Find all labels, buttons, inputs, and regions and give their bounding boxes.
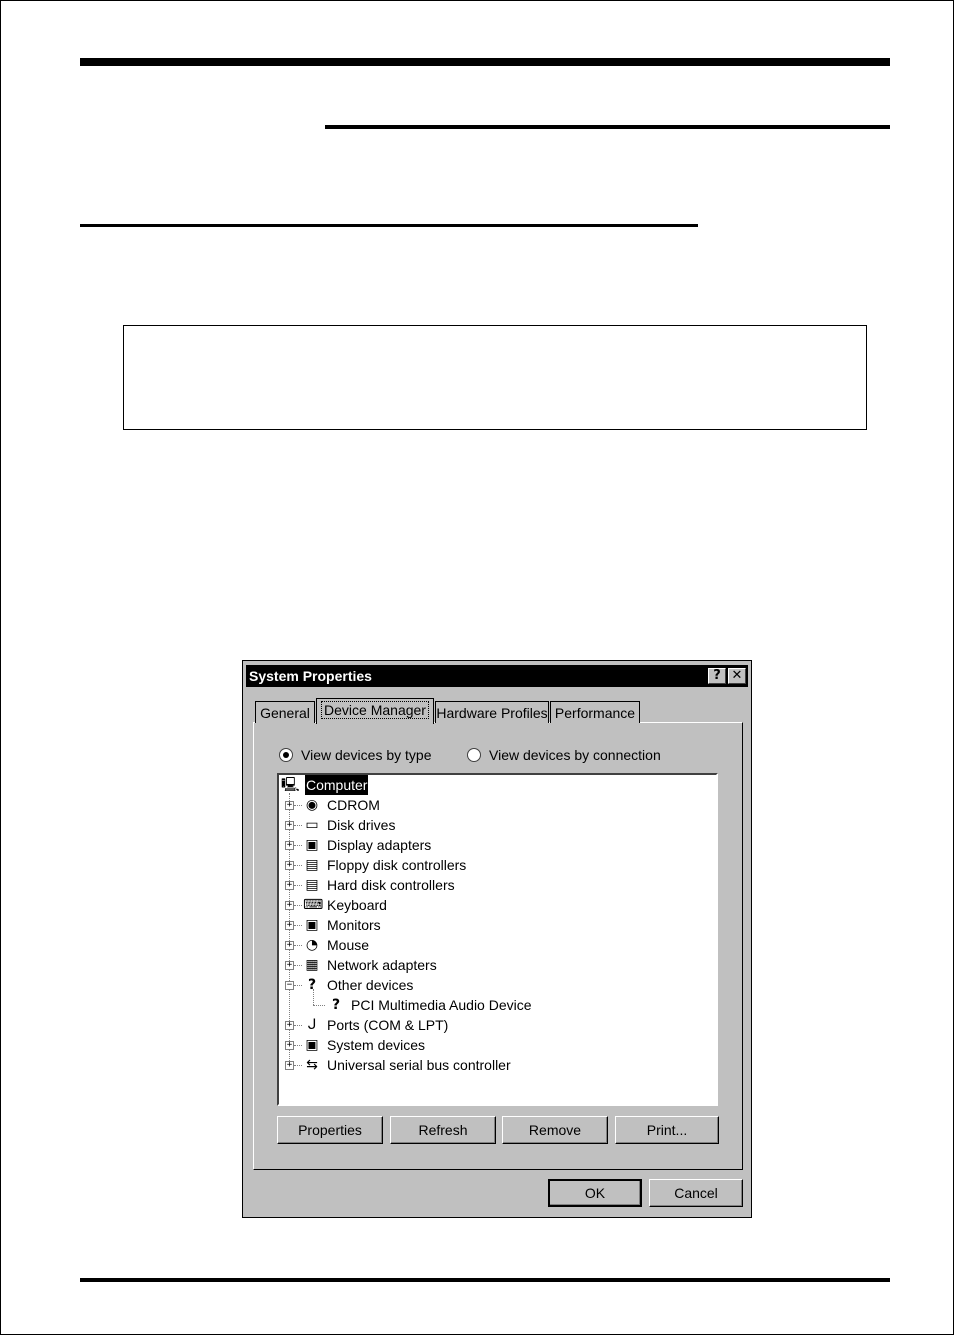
tree-item[interactable] [279, 1015, 709, 1035]
remove-button[interactable]: Remove [502, 1116, 608, 1144]
tree-item-label: Monitors [327, 917, 381, 933]
cdrom-icon: ◉ [305, 797, 319, 813]
tree-item[interactable] [279, 835, 709, 855]
tree-item-label: Keyboard [327, 897, 387, 913]
tree-item-label: Network adapters [327, 957, 437, 973]
expand-toggle-icon[interactable]: + [286, 800, 293, 810]
device-tree[interactable] [277, 773, 718, 1106]
expand-toggle-icon[interactable]: + [286, 1060, 293, 1070]
tree-item[interactable] [279, 975, 709, 995]
tree-branch-line [294, 845, 302, 846]
collapse-toggle-icon[interactable]: − [286, 980, 293, 990]
tree-branch-line [294, 925, 302, 926]
tree-item-label: Ports (COM & LPT) [327, 1017, 449, 1033]
system-properties-dialog [242, 660, 752, 1218]
tree-branch-line [294, 1025, 302, 1026]
tree-item-label: Mouse [327, 937, 370, 953]
tree-item[interactable] [279, 855, 709, 875]
expand-toggle-icon[interactable]: + [286, 1020, 293, 1030]
radio-label: View devices by type [301, 747, 432, 763]
tree-item[interactable] [279, 1035, 709, 1055]
refresh-button[interactable]: Refresh [390, 1116, 496, 1144]
tab-performance[interactable] [550, 701, 640, 723]
tree-branch-line [294, 945, 302, 946]
display-adapter-icon: ▣ [305, 837, 319, 853]
tree-branch-line [294, 825, 302, 826]
section-rule [80, 224, 698, 227]
radio-button-selected[interactable] [279, 748, 293, 762]
properties-button[interactable]: Properties [277, 1116, 383, 1144]
tab-hardware-profiles[interactable] [435, 701, 549, 723]
question-icon: ? [307, 977, 317, 993]
tree-item-label: Hard disk controllers [327, 877, 455, 893]
tab-label: General [260, 705, 310, 721]
tree-item[interactable] [279, 915, 709, 935]
monitor-icon: ▣ [305, 917, 319, 933]
tab-device-manager[interactable] [316, 698, 434, 724]
expand-toggle-icon[interactable]: + [286, 960, 293, 970]
expand-toggle-icon[interactable]: + [286, 920, 293, 930]
tree-item-label: Display adapters [327, 837, 432, 853]
expand-toggle-icon[interactable]: + [286, 820, 293, 830]
tree-item-label: Floppy disk controllers [327, 857, 467, 873]
tree-branch-line [294, 965, 302, 966]
radio-label: View devices by connection [489, 747, 661, 763]
tree-branch-line [294, 985, 302, 986]
close-icon: ✕ [731, 668, 743, 683]
tree-item[interactable] [279, 955, 709, 975]
expand-toggle-icon[interactable]: + [286, 860, 293, 870]
tree-item[interactable] [279, 875, 709, 895]
unknown-device-icon: ? [331, 997, 341, 1013]
hard-disk-controller-icon: ▤ [305, 877, 319, 893]
tree-item[interactable] [279, 895, 709, 915]
usb-icon: ⇆ [306, 1057, 318, 1073]
tree-item-label: Disk drives [327, 817, 396, 833]
expand-toggle-icon[interactable]: + [286, 900, 293, 910]
tree-item-label: Universal serial bus controller [327, 1057, 511, 1073]
tab-label: Device Manager [321, 701, 429, 719]
keyboard-icon: ⌨ [303, 897, 324, 913]
disk-drive-icon: ▭ [305, 817, 319, 833]
tree-branch-line [313, 989, 314, 1005]
tree-item[interactable] [279, 815, 709, 835]
network-adapter-icon: ▦ [305, 957, 319, 973]
tab-general[interactable] [255, 701, 315, 723]
radio-button[interactable] [467, 748, 481, 762]
tab-label: Hardware Profiles [436, 705, 548, 721]
tree-item[interactable] [279, 1055, 709, 1075]
tree-item-label: PCI Multimedia Audio Device [351, 997, 532, 1013]
title-bar[interactable] [246, 665, 748, 687]
dialog-title: System Properties [249, 668, 372, 684]
expand-toggle-icon[interactable]: + [286, 940, 293, 950]
ok-button[interactable]: OK [548, 1179, 642, 1207]
tree-branch-line [294, 905, 302, 906]
help-button[interactable] [708, 668, 726, 684]
tree-item-label: Other devices [327, 977, 414, 993]
note-box [123, 325, 867, 430]
radio-view-by-type[interactable] [279, 746, 431, 766]
tree-branch-line [294, 1045, 302, 1046]
floppy-controller-icon: ▤ [305, 857, 319, 873]
tree-child-item[interactable] [279, 995, 709, 1015]
header-rule-thick [80, 58, 890, 66]
expand-toggle-icon[interactable]: + [286, 840, 293, 850]
print-button[interactable]: Print... [615, 1116, 719, 1144]
footer-rule [80, 1278, 890, 1282]
header-rule-right [325, 125, 890, 129]
tree-branch-line [313, 1005, 325, 1006]
tab-label: Performance [554, 705, 636, 721]
tree-item-label: CDROM [327, 797, 380, 813]
port-icon: ᒍ [307, 1017, 317, 1033]
tree-item[interactable] [279, 795, 709, 815]
radio-view-by-connection[interactable] [467, 746, 661, 766]
tree-item-label: System devices [327, 1037, 426, 1053]
tree-root-label: Computer [306, 777, 368, 793]
system-device-icon: ▣ [305, 1037, 319, 1053]
expand-toggle-icon[interactable]: + [286, 1040, 293, 1050]
tree-item[interactable] [279, 935, 709, 955]
expand-toggle-icon[interactable]: + [286, 880, 293, 890]
tree-branch-line [294, 1065, 302, 1066]
tree-branch-line [294, 805, 302, 806]
mouse-icon: ◔ [305, 937, 319, 953]
tree-branch-line [294, 865, 302, 866]
close-button[interactable] [728, 668, 746, 684]
tree-branch-line [294, 885, 302, 886]
computer-icon: 🖳 [281, 777, 300, 793]
cancel-button[interactable]: Cancel [649, 1179, 743, 1207]
help-icon: ? [713, 668, 721, 683]
